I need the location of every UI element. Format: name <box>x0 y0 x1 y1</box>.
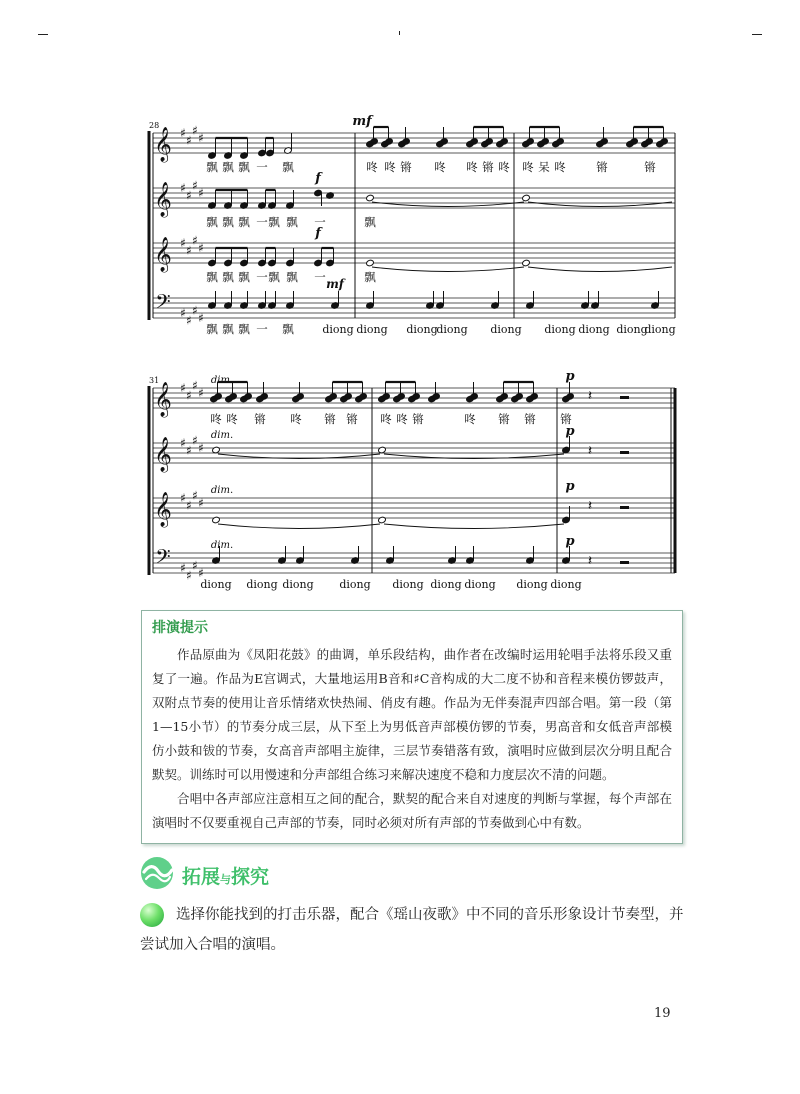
key-sharp: ♯ <box>192 178 198 193</box>
key-sharp: ♯ <box>186 443 192 458</box>
lyric-soprano: 飘 <box>238 160 250 174</box>
lyric-bass: diong <box>282 578 314 591</box>
page-number: 19 <box>654 1006 671 1021</box>
whole-note <box>366 194 375 202</box>
lyric-soprano: 咚 <box>210 412 222 426</box>
tips-paragraph-2: 合唱中各声部应注意相互之间的配合，默契的配合来自对速度的判断与掌握，每个声部在演唱时不仅要重视自己声部的节奏，同时必须对所有声部的节奏做到心中有数。 <box>152 791 672 830</box>
lyric-bass: diong <box>490 323 522 336</box>
exploration-task <box>140 900 685 960</box>
lyric-soprano: 咚 <box>384 160 396 174</box>
dynamic-p: p <box>565 534 575 549</box>
treble-clef: 𝄞 <box>154 127 172 162</box>
lyric-soprano: 咚 <box>466 160 478 174</box>
lyric-soprano: 锵 <box>482 160 494 174</box>
lyric-bass: diong <box>436 323 468 336</box>
green-bullet-icon <box>140 903 164 927</box>
key-sharp: ♯ <box>192 378 198 393</box>
lyric-soprano: 咚 <box>380 412 392 426</box>
lyric-soprano: 咚 <box>396 412 408 426</box>
bass-clef: 𝄢 <box>155 545 171 573</box>
lyric-bass: diong <box>464 578 496 591</box>
key-sharp: ♯ <box>192 123 198 138</box>
key-sharp: ♯ <box>180 236 186 250</box>
key-sharp: ♯ <box>180 381 186 395</box>
lyric-soprano: 咚 <box>290 412 302 426</box>
half-rest <box>620 451 629 454</box>
task-text: 选择你能找到的打击乐器，配合《瑶山夜歌》中不同的音乐形象设计节奏型，并尝试加入合唱的演唱。 <box>140 907 684 953</box>
lyric-soprano: 咚 <box>498 160 510 174</box>
rehearsal-tips-box <box>141 610 683 844</box>
lyric-alto: 飘 <box>286 215 298 229</box>
key-sharp: ♯ <box>198 241 204 255</box>
treble-clef: 𝄞 <box>154 437 172 472</box>
treble-clef: 𝄞 <box>154 237 172 272</box>
lyric-tenor: 飘 <box>286 270 298 284</box>
lyric-soprano: 咚 <box>434 160 446 174</box>
lyric-bass: 飘 <box>206 322 218 336</box>
key-sharp: ♯ <box>192 558 198 573</box>
lyric-alto: 飘 <box>238 215 250 229</box>
lyric-soprano: 咚 <box>226 412 238 426</box>
quarter-rest: 𝄽 <box>587 553 593 569</box>
tie <box>528 267 672 272</box>
key-sharp: ♯ <box>180 561 186 575</box>
tips-title: 排演提示 <box>152 620 208 636</box>
key-sharp: ♯ <box>180 181 186 195</box>
dim-marking: dim. <box>210 430 234 441</box>
half-rest <box>620 506 629 509</box>
lyric-alto: 飘 <box>268 215 280 229</box>
tie <box>372 267 524 272</box>
key-sharp: ♯ <box>198 131 204 145</box>
lyric-bass: 飘 <box>222 322 234 336</box>
dynamic-p: p <box>565 479 575 494</box>
lyric-soprano: 飘 <box>206 160 218 174</box>
lyric-soprano: 锵 <box>524 412 536 426</box>
measure-number: 28 <box>149 121 160 130</box>
lyric-bass: diong <box>578 323 610 336</box>
lyric-bass: 飘 <box>238 322 250 336</box>
lyric-soprano: 锵 <box>324 412 336 426</box>
key-sharp: ♯ <box>186 498 192 513</box>
wave-logo-icon <box>140 856 178 890</box>
lyric-soprano: 咚 <box>522 160 534 174</box>
lyric-bass: diong <box>246 578 278 591</box>
key-sharp: ♯ <box>186 388 192 403</box>
dynamic-f: f <box>315 226 321 241</box>
lyric-soprano: 一 <box>256 160 268 174</box>
lyric-tenor: 一 <box>314 270 326 284</box>
lyric-bass: diong <box>200 578 232 591</box>
lyric-alto: 飘 <box>364 215 376 229</box>
lyric-bass: diong <box>392 578 424 591</box>
key-sharp: ♯ <box>192 303 198 318</box>
lyric-bass: 一 <box>256 322 268 336</box>
lyric-soprano: 咚 <box>554 160 566 174</box>
lyric-soprano: 锵 <box>254 412 266 426</box>
key-sharp: ♯ <box>198 386 204 400</box>
whole-note <box>378 516 387 524</box>
key-sharp: ♯ <box>198 441 204 455</box>
lyric-soprano: 锵 <box>400 160 412 174</box>
lyric-tenor: 飘 <box>364 270 376 284</box>
lyric-tenor: 飘 <box>268 270 280 284</box>
dynamic-mf: mf <box>352 114 372 129</box>
whole-note <box>522 259 531 267</box>
lyric-alto: 一 <box>256 215 268 229</box>
lyric-soprano: 锵 <box>498 412 510 426</box>
lyric-tenor: 一 <box>256 270 268 284</box>
key-sharp: ♯ <box>186 188 192 203</box>
lyric-bass: diong <box>356 323 388 336</box>
key-sharp: ♯ <box>186 568 192 583</box>
half-rest <box>620 561 629 564</box>
quarter-rest: 𝄽 <box>587 498 593 514</box>
dynamic-mf: mf <box>326 277 344 291</box>
quarter-rest: 𝄽 <box>587 388 593 404</box>
key-sharp: ♯ <box>192 233 198 248</box>
lyric-soprano: 锵 <box>412 412 424 426</box>
key-sharp: ♯ <box>180 436 186 450</box>
whole-note <box>522 194 531 202</box>
lyric-bass: diong <box>406 323 438 336</box>
dynamic-p: p <box>565 424 575 439</box>
bass-clef: 𝄢 <box>155 290 171 318</box>
key-sharp: ♯ <box>186 313 192 328</box>
lyric-alto: 飘 <box>206 215 218 229</box>
lyric-bass: diong <box>322 323 354 336</box>
lyric-soprano: 飘 <box>222 160 234 174</box>
dynamic-f: f <box>315 171 321 186</box>
lyric-bass: diong <box>644 323 676 336</box>
lyric-bass: diong <box>516 578 548 591</box>
key-sharp: ♯ <box>198 311 204 325</box>
quarter-rest: 𝄽 <box>587 443 593 459</box>
lyric-alto: 飘 <box>222 215 234 229</box>
lyric-tenor: 飘 <box>238 270 250 284</box>
key-sharp: ♯ <box>198 496 204 510</box>
key-sharp: ♯ <box>180 491 186 505</box>
lyric-bass: diong <box>339 578 371 591</box>
key-sharp: ♯ <box>180 306 186 320</box>
whole-note <box>366 259 375 267</box>
section-title-part1: 拓展 <box>182 866 221 888</box>
section-title <box>182 862 269 889</box>
tips-paragraph-1: 作品原曲为《凤阳花鼓》的曲调，单乐段结构，曲作者在改编时运用轮唱手法将乐段又重复了一遍。作品为E宫调式，大量地运用B音和♯C音构成的大二度不协和音程来模仿锣鼓声，双附点节奏的使用让音乐情绪欢快热闹、俏皮有趣。作品为无伴奏混声四部合唱。第一段（第1—15小节）的节奏分成三层，从下至上为男低音声部模仿锣的节奏，男高音和女低音声部模仿小鼓和钹的节奏，女高音声部唱主旋律，三层节奏错落有致，演唱时应做到层次分明且配合默契。训练时可以用慢速和分声部组合练习来解决速度不稳和力度层次不清的问题。 <box>152 647 672 782</box>
lyric-soprano: 咚 <box>366 160 378 174</box>
key-sharp: ♯ <box>198 186 204 200</box>
lyric-bass: 飘 <box>282 322 294 336</box>
key-sharp: ♯ <box>180 126 186 140</box>
section-title-connector: 与 <box>220 873 232 886</box>
key-sharp: ♯ <box>192 433 198 448</box>
lyric-bass: diong <box>430 578 462 591</box>
key-sharp: ♯ <box>186 243 192 258</box>
measure-number: 31 <box>149 376 160 385</box>
lyric-tenor: 飘 <box>206 270 218 284</box>
lyric-soprano: 锵 <box>560 412 572 426</box>
lyric-soprano: 呆 <box>538 160 550 174</box>
dim-marking: dim. <box>210 540 234 551</box>
lyric-soprano: 咚 <box>464 412 476 426</box>
dim-marking: dim. <box>210 485 234 496</box>
dynamic-p: p <box>565 369 575 384</box>
key-sharp: ♯ <box>198 566 204 580</box>
whole-note <box>212 516 221 524</box>
treble-clef: 𝄞 <box>154 182 172 217</box>
lyric-soprano: 锵 <box>596 160 608 174</box>
tie <box>384 524 564 529</box>
lyric-soprano: 锵 <box>346 412 358 426</box>
dim-marking: dim. <box>210 375 234 386</box>
lyric-soprano: 飘 <box>282 160 294 174</box>
treble-clef: 𝄞 <box>154 492 172 527</box>
key-sharp: ♯ <box>192 488 198 503</box>
treble-clef: 𝄞 <box>154 382 172 417</box>
lyric-soprano: 锵 <box>644 160 656 174</box>
lyric-tenor: 飘 <box>222 270 234 284</box>
key-sharp: ♯ <box>186 133 192 148</box>
half-rest <box>620 396 629 399</box>
lyric-bass: diong <box>544 323 576 336</box>
lyric-alto: 一 <box>314 215 326 229</box>
lyric-bass: diong <box>616 323 648 336</box>
lyric-bass: diong <box>550 578 582 591</box>
section-title-part2: 探究 <box>231 866 270 888</box>
tie <box>218 524 380 529</box>
